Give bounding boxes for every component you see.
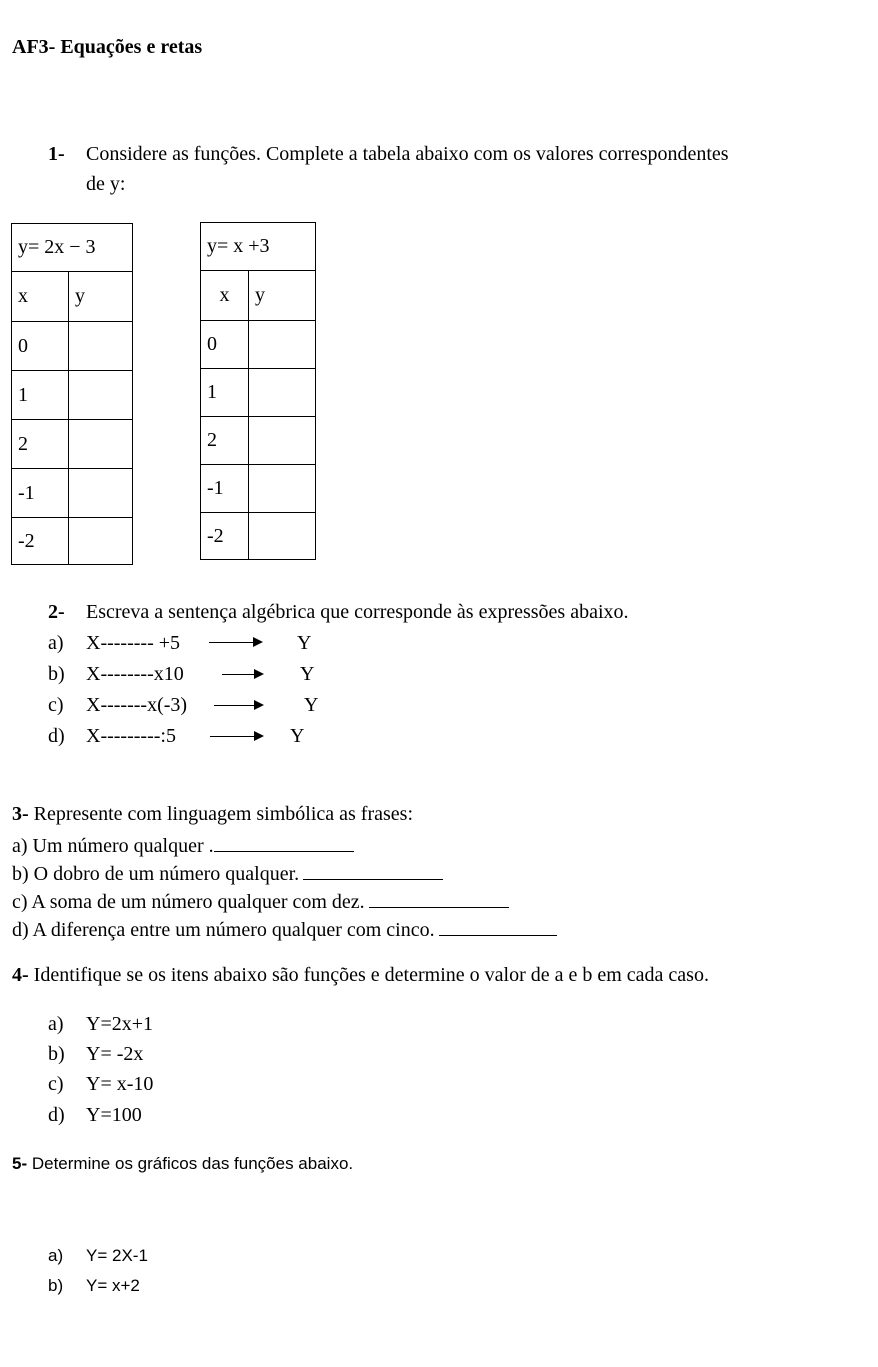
q2-item-expression: X--------x10 [86,663,184,685]
q5-number: 5- [12,1154,28,1173]
q2-number: 2- [48,601,65,623]
x-cell: -1 [12,469,69,518]
x-cell: -2 [12,518,69,565]
x-cell: -2 [201,513,249,560]
y-cell-empty[interactable] [69,371,133,420]
table-header: y= 2x − 3 [12,224,133,272]
table-header: y= x +3 [201,223,316,271]
q3-heading [12,803,413,826]
q4-number: 4- [12,964,29,986]
q3-item-text: d) A diferença entre um número qualquer com cinco. [12,919,435,941]
q2-item-result: Y [290,725,305,747]
q3-item-text: c) A soma de um número qualquer com dez. [12,891,365,913]
y-cell-empty[interactable] [249,417,316,465]
q3-item [12,833,354,858]
y-cell-empty[interactable] [249,321,316,369]
q4-item-expression: Y= x-10 [86,1073,154,1095]
q4-item-label: d) [48,1104,65,1126]
arrow-icon [222,674,262,675]
y-cell-empty[interactable] [69,518,133,565]
q2-item-result: Y [300,663,315,685]
q4-item-label: c) [48,1073,64,1095]
arrow-icon [210,736,262,737]
q1-text-line2: de y: [86,173,126,195]
answer-blank[interactable] [369,889,509,908]
q2-item-expression: X-------- +5 [86,632,181,654]
q4-item-label: a) [48,1013,64,1035]
x-cell: -1 [201,465,249,513]
q3-item-text: a) Um número qualquer . [12,835,214,857]
q4-item-expression: Y=100 [86,1104,142,1126]
q2-item-result: Y [297,632,312,654]
answer-blank[interactable] [214,833,354,852]
q4-item-expression: Y=2x+1 [86,1013,154,1035]
page-title: AF3- Equações e retas [12,36,203,58]
x-cell: 1 [12,371,69,420]
q2-text: Escreva a sentença algébrica que corresponde às expressões abaixo. [86,601,629,623]
column-header-x: x [12,272,69,322]
y-cell-empty[interactable] [249,513,316,560]
column-header-x: x [201,271,249,321]
arrow-icon [214,705,262,706]
q2-item-result: Y [304,694,319,716]
q4-item-expression: Y= -2x [86,1043,144,1065]
q3-item [12,917,557,942]
q2-item-expression: X---------:5 [86,725,176,747]
q3-item [12,861,443,886]
y-cell-empty[interactable] [69,469,133,518]
x-cell: 2 [12,420,69,469]
q5-item-label: a) [48,1246,64,1265]
q2-item-label: b) [48,663,65,685]
q2-item-label: c) [48,694,64,716]
q1-text-line1: Considere as funções. Complete a tabela abaixo com os valores correspondentes [86,143,729,165]
q5-text: Determine os gráficos das funções abaixo. [27,1154,354,1173]
x-cell: 0 [12,322,69,371]
y-cell-empty[interactable] [69,322,133,371]
q3-item [12,889,509,914]
x-cell: 1 [201,369,249,417]
q2-item-label: a) [48,632,64,654]
q4-heading [12,964,709,987]
y-cell-empty[interactable] [249,369,316,417]
x-cell: 2 [201,417,249,465]
q5-item-expression: Y= 2X-1 [86,1246,148,1265]
q5-item-expression: Y= x+2 [86,1276,140,1295]
q5-heading [12,1154,353,1174]
q2-item-expression: X-------x(-3) [86,694,188,716]
q3-number: 3- [12,803,29,825]
q2-item-label: d) [48,725,65,747]
q3-item-text: b) O dobro de um número qualquer. [12,863,300,885]
y-cell-empty[interactable] [249,465,316,513]
column-header-y: y [69,272,133,322]
table-y-x-plus-3 [200,222,316,560]
table-y-2x-3 [11,223,133,565]
arrow-icon [209,642,261,643]
q4-text: Identifique se os itens abaixo são funções e determine o valor de a e b em cada caso. [28,964,709,986]
answer-blank[interactable] [303,861,443,880]
y-cell-empty[interactable] [69,420,133,469]
q4-item-label: b) [48,1043,65,1065]
answer-blank[interactable] [439,917,557,936]
q1-number: 1- [48,143,65,165]
q5-item-label: b) [48,1276,64,1295]
q3-text: Represente com linguagem simbólica as frases: [28,803,413,825]
column-header-y: y [249,271,316,321]
x-cell: 0 [201,321,249,369]
